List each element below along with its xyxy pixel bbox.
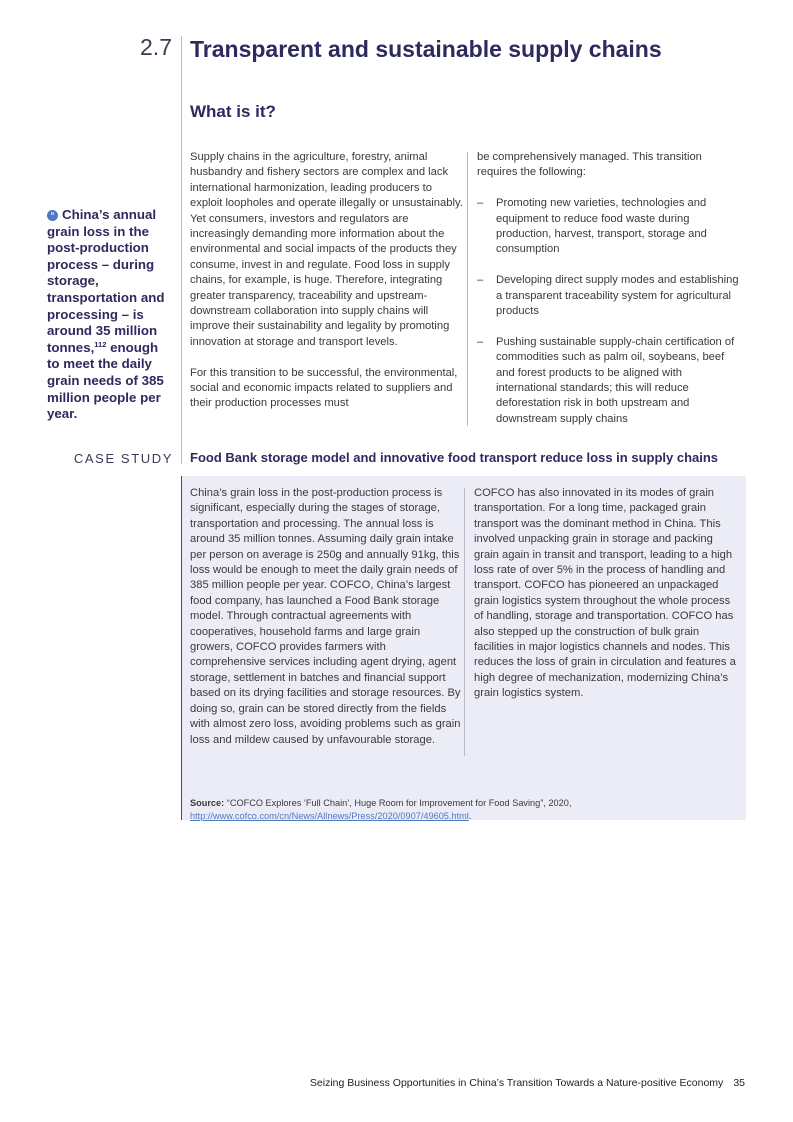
intro-right-column — [477, 150, 743, 427]
case-study-label: CASE STUDY — [73, 451, 173, 466]
intro-paragraph: Supply chains in the agriculture, forestry, animal husbandry and fishery sectors are complex and lack international harmonization, leading producers to exploit loopholes and operate illegally or unsustainably. Yet consumers, investors and regulators are increasingly demanding more information about the environmental and social impacts of the products they consume, invest in and regulate. Food loss in supply chains, for example, is huge. Therefore, integrating greater transparency, traceability and upstream-downstream collaboration into supply chains will improve their sustainability and legality by promoting innovation at storage and transport levels. — [190, 151, 463, 348]
page-number: 35 — [733, 1077, 745, 1089]
intro-paragraph: be comprehensively managed. This transition requires the following: — [477, 151, 702, 179]
requirements-list — [477, 196, 743, 427]
section-number: 2.7 — [140, 34, 172, 60]
source-citation: Source: “COFCO Explores ‘Full Chain’, Huge Room for Improvement for Food Saving”, 2020, http://www.cofco.com/cn/News/Allnews/Press/2020/0907/49605.html. — [190, 798, 572, 821]
quote-icon: “ — [47, 210, 58, 221]
section-divider-top — [181, 36, 182, 464]
section-title: Transparent and sustainable supply chains — [190, 36, 662, 62]
case-study-left-column — [190, 486, 462, 748]
case-study-right-column — [474, 486, 740, 702]
bullet-dash: – — [477, 335, 484, 348]
list-item: – Pushing sustainable supply-chain certification of commodities such as palm oil, soybeans, beef and forest products to be aligned with international standards; this will reduce deforestation risk in both upstream and downstream supply chains — [477, 335, 735, 425]
case-study-title: Food Bank storage model and innovative food transport reduce loss in supply chains — [190, 450, 719, 465]
pull-quote: “ China’s annual grain loss in the post-production process – during storage, transportation and processing – is around 35 million tonnes,$^{112}$ enough to meet the daily grain needs of 385 million people per year. — [47, 207, 165, 422]
source-label: Source: — [190, 798, 225, 808]
intro-left-column — [190, 150, 463, 412]
list-item: – Developing direct supply modes and establishing a transparent traceability system for agricultural products — [477, 274, 739, 318]
bullet-dash: – — [477, 197, 484, 210]
case-study-paragraph: China’s grain loss in the post-production process is significant, especially during the stages of storage, transportation and processing. The annual loss is around 35 million tonnes. Assuming daily grain intake per person on average is 250g and annually 91kg, this loss would be enough to meet the daily grain needs of 385 million people per year. COFCO, China’s largest food company, has launched a Food Bank storage model. Through contractual agreements with cooperatives, household farms and large grain growers, COFCO provides farmers with comprehensive services including agent drying, agent storage, settlement in batches and financial support based on its drying facilities and storage resources. By doing so, grain can be stored directly from the fields with almost zero loss, avoiding problems such as grain loss and mildew caused by unfavourable storage. — [190, 487, 461, 746]
intro-paragraph: For this transition to be successful, the environmental, social and economic impacts related to suppliers and their production processes must — [190, 366, 458, 410]
column-separator — [464, 488, 465, 756]
source-link[interactable]: http://www.cofco.com/cn/News/Allnews/Press/2020/0907/49605.html — [190, 811, 469, 821]
column-separator — [467, 152, 468, 426]
list-item: – Promoting new varieties, technologies and equipment to reduce food waste during production, harvest, transport, storage and consumption — [477, 197, 707, 256]
subheading: What is it? — [190, 102, 276, 121]
bullet-dash: – — [477, 274, 484, 287]
footnote-ref: 112 — [94, 339, 107, 349]
footer-title: Seizing Business Opportunities in China’s Transition Towards a Nature-positive Economy — [309, 1077, 724, 1089]
case-study-paragraph: COFCO has also innovated in its modes of grain transportation. For a long time, packaged grain transport was the dominant method in China. This involved unpacking grain in storage and packing grain again in transit and transport, leading to a high loss rate of over 5% in the process of handling and transport. COFCO has pioneered an unpackaged grain logistics system throughout the whole process of handling, storage and transportation. COFCO has also stepped up the construction of bulk grain facilities in major logistics channels and nodes. This reduces the loss of grain in circulation and features a high degree of mechanization, modernizing China’s grain logistics system. — [474, 487, 736, 700]
page-footer — [310, 1077, 745, 1089]
